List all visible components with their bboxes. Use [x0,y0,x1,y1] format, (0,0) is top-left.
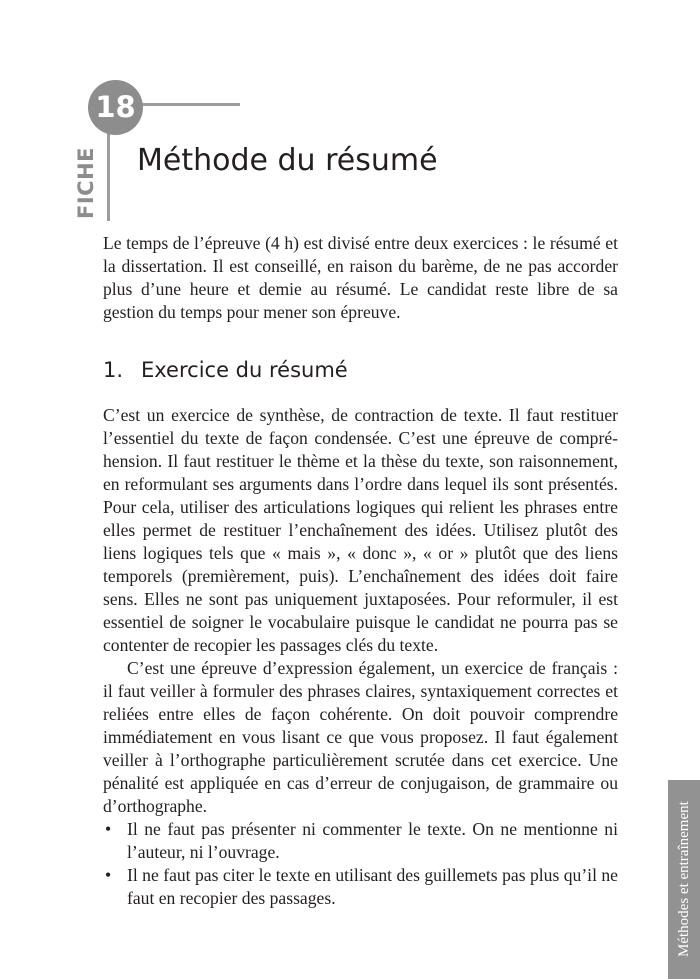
page-title: Méthode du résumé [137,143,438,178]
section-paragraph: C’est une épreuve d’expression également, un exercice de français : il faut veiller à formuler des phrases claires, syntaxiquement correctes et reliées entre elles de façon cohérente. On doit pouvoir comprendre immédiatement en vous lisant ce que vous proposez. Il faut également veiller à l’orthographe particulièrement scrutée dans cet exercice. Une pénalité est appliquée en cas d’erreur de conjugaison, de grammaire ou d’orthographe. [103,658,618,816]
intro-paragraph: Le temps de l’épreuve (4 h) est divisé entre deux exercices : le résumé et la dissertation. Il est conseillé, en raison du barème, de ne pas accorder plus d’une heure et demie au résumé. Le candidat reste libre de sa gestion du temps pour mener son épreuve. [103,233,618,322]
side-tab-label: Méthodes et entraînement [676,801,692,958]
bullet-icon: • [105,865,112,885]
section-number: 1. [103,358,124,382]
list-item-text: Il ne faut pas citer le texte en utilisant des guillemets pas plus qu’il ne faut en recopier des passages. [127,865,618,908]
section-body [103,404,618,910]
side-tab [668,780,700,979]
fiche-label: FICHE [74,147,98,219]
list-item [103,864,618,910]
bullet-list [103,818,618,910]
list-item-text: Il ne faut pas présenter ni commenter le texte. On ne mentionne ni l’auteur, ni l’ouvrage. [127,819,618,862]
list-item [103,818,618,864]
fiche-number-badge: 18 [88,80,143,135]
bullet-icon: • [105,819,112,839]
section-paragraph: C’est un exercice de synthèse, de contraction de texte. Il faut restituer l’essentiel du texte de façon condensée. C’est une épreuve de compréhension. Il faut restituer le thème et la thèse du texte, son raisonnement, en reformulant ses arguments dans l’ordre dans lequel ils sont présentés. Pour cela, utiliser des articulations logiques qui relient les phrases entre elles permet de restituer l’enchaînement des idées. Utilisez plutôt des liens logiques tels que « mais », « donc », « or » plutôt que des liens temporels (premièrement, puis). L’enchaînement des idées doit faire sens. Elles ne sont pas uniquement juxtaposées. Pour reformuler, il est essentiel de soigner le vocabulaire puisque le candidat ne pourra pas se contenter de recopier les passages clés du texte. [103,405,618,655]
fiche-divider-horizontal [140,103,240,106]
section-title: Exercice du résumé [141,358,348,382]
section-heading [103,355,348,385]
